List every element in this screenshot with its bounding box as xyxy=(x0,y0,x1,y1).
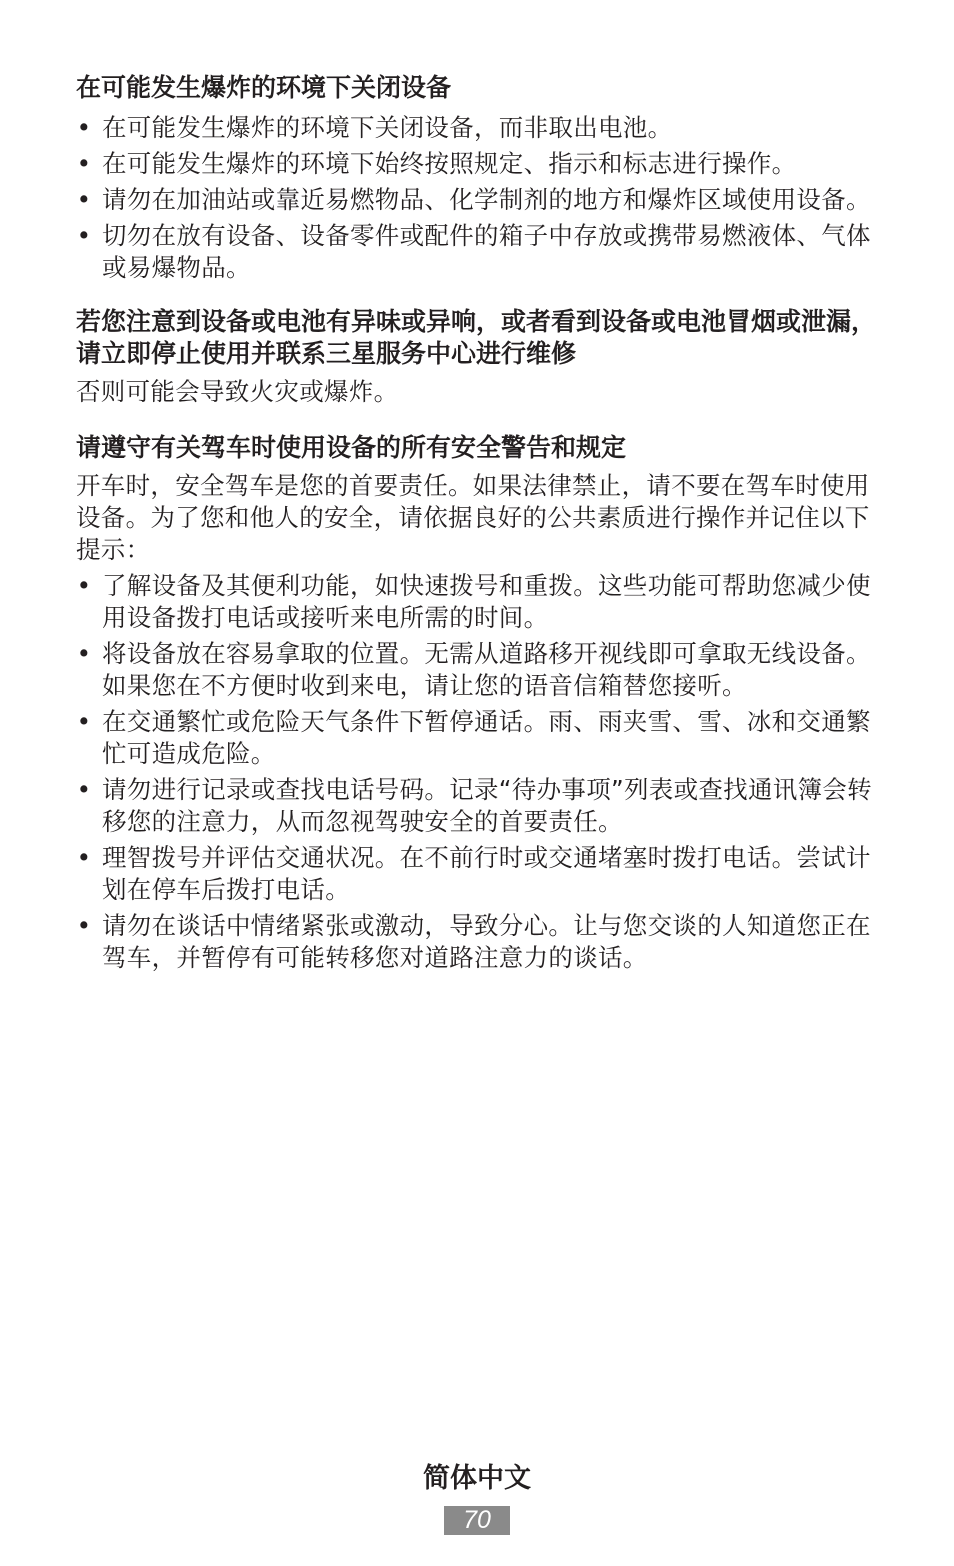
bullet-dot: • xyxy=(76,149,92,178)
bullet-dot: • xyxy=(76,185,92,214)
bullet-dot: • xyxy=(76,911,92,940)
list-item xyxy=(76,638,876,702)
section-heading: 若您注意到设备或电池有异味或异响，或者看到设备或电池冒烟或泄漏，请立即停止使用并联系三星服务中心进行维修 xyxy=(76,307,877,368)
section-paragraph: 开车时，安全驾车是您的首要责任。如果法律禁止，请不要在驾车时使用设备。为了您和他人的安全，请依据良好的公共素质进行操作并记住以下提示： xyxy=(76,471,870,564)
section-paragraph: 否则可能会导致火灾或爆炸。 xyxy=(76,377,399,406)
list-item-text: 理智拨号并评估交通状况。在不前行时或交通堵塞时拨打电话。尝试计划在停车后拨打电话。 xyxy=(102,843,871,904)
list-item-text: 在交通繁忙或危险天气条件下暂停通话。雨、雨夹雪、雪、冰和交通繁忙可造成危险。 xyxy=(102,707,871,768)
page-number: 70 xyxy=(444,1506,510,1535)
list-item xyxy=(76,706,876,770)
bullet-dot: • xyxy=(76,775,92,804)
list-item-text: 了解设备及其便利功能，如快速拨号和重拨。这些功能可帮助您减少使用设备拨打电话或接听来电所需的时间。 xyxy=(102,571,871,632)
bullet-dot: • xyxy=(76,571,92,600)
list-item xyxy=(76,112,876,144)
list-item-text: 在可能发生爆炸的环境下始终按照规定、指示和标志进行操作。 xyxy=(102,149,797,178)
bullet-list xyxy=(76,112,876,284)
list-item xyxy=(76,184,876,216)
list-item-text: 请勿在加油站或靠近易燃物品、化学制剂的地方和爆炸区域使用设备。 xyxy=(102,185,871,214)
list-item-text: 请勿进行记录或查找电话号码。记录“待办事项”列表或查找通讯簿会转移您的注意力，从而忽视驾驶安全的首要责任。 xyxy=(102,775,872,836)
bullet-dot: • xyxy=(76,113,92,142)
section-heading: 在可能发生爆炸的环境下关闭设备 xyxy=(76,73,452,102)
section-heading: 请遵守有关驾车时使用设备的所有安全警告和规定 xyxy=(76,433,627,462)
footer-language: 简体中文 xyxy=(423,1463,531,1494)
list-item-text: 切勿在放有设备、设备零件或配件的箱子中存放或携带易燃液体、气体或易爆物品。 xyxy=(102,221,871,282)
list-item-text: 请勿在谈话中情绪紧张或激动，导致分心。让与您交谈的人知道您正在驾车，并暂停有可能转移您对道路注意力的谈话。 xyxy=(102,911,871,972)
list-item xyxy=(76,220,876,284)
section-battery-smell xyxy=(76,306,876,408)
list-item xyxy=(76,774,876,838)
section-driving-safety xyxy=(76,432,876,974)
list-item xyxy=(76,842,876,906)
section-explosive-environment xyxy=(76,72,876,284)
list-item-text: 将设备放在容易拿取的位置。无需从道路移开视线即可拿取无线设备。如果您在不方便时收到来电，请让您的语音信箱替您接听。 xyxy=(102,639,871,700)
page-content xyxy=(76,72,876,978)
bullet-dot: • xyxy=(76,843,92,872)
bullet-dot: • xyxy=(76,639,92,668)
list-item-text: 在可能发生爆炸的环境下关闭设备，而非取出电池。 xyxy=(102,113,673,142)
list-item xyxy=(76,570,876,634)
list-item xyxy=(76,910,876,974)
list-item xyxy=(76,148,876,180)
bullet-list xyxy=(76,570,876,974)
bullet-dot: • xyxy=(76,221,92,250)
bullet-dot: • xyxy=(76,707,92,736)
